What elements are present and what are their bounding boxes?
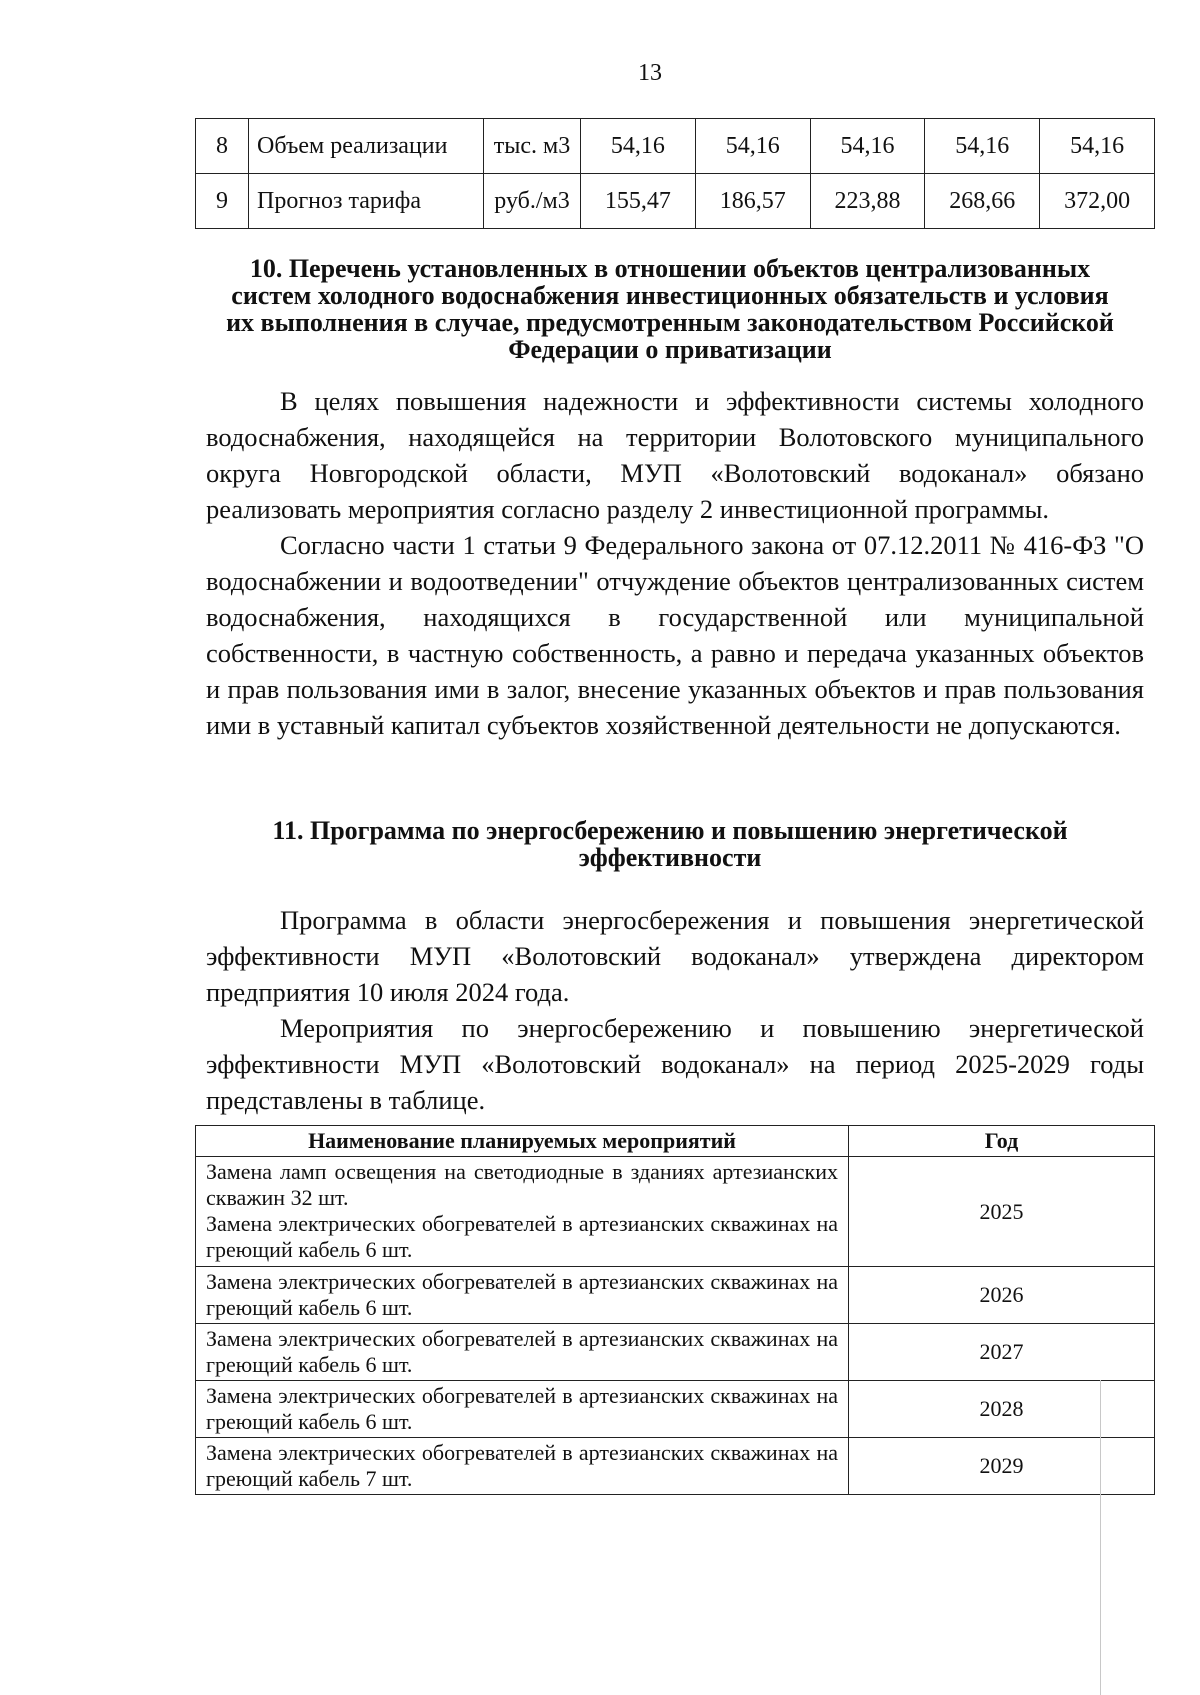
event-year: 2027 [849, 1324, 1155, 1381]
scan-artifact-line [1100, 1380, 1101, 1695]
table-row [196, 1267, 1155, 1324]
row-value: 186,57 [695, 174, 810, 229]
row-unit: руб./м3 [484, 174, 581, 229]
event-description: Замена ламп освещения на светодиодные в зданиях артезианских скважин 32 шт. Замена электрических обогревателей в артезианских скважинах на греющий кабель 6 шт. [196, 1157, 849, 1267]
event-description: Замена электрических обогревателей в артезианских скважинах на греющий кабель 6 шт. [196, 1267, 849, 1324]
section-11-title: 11. Программа по энергосбережению и повышению энергетической эффективности [272, 816, 1068, 872]
row-number: 9 [196, 174, 249, 229]
table-row [196, 174, 1155, 229]
section-11-paragraph-2: Мероприятия по энергосбережению и повышению энергетической эффективности МУП «Волотовский водоканал» на период 2025-2029 годы представлены в таблице. [206, 1013, 1144, 1115]
row-value: 155,47 [581, 174, 696, 229]
table-header-row [196, 1126, 1155, 1157]
section-10-paragraph-1: В целях повышения надежности и эффективности системы холодного водоснабжения, находящейся на территории Волотовского муниципального округа Новгородской области, МУП «Волотовский водоканал» обязано реализовать мероприятия согласно разделу 2 инвестиционной программы. [206, 386, 1144, 524]
row-name: Объем реализации [249, 119, 484, 174]
row-value: 223,88 [810, 174, 925, 229]
row-value: 54,16 [1040, 119, 1155, 174]
table-row [196, 119, 1155, 174]
event-description: Замена электрических обогревателей в артезианских скважинах на греющий кабель 6 шт. [196, 1381, 849, 1438]
row-value: 268,66 [925, 174, 1040, 229]
column-header-name: Наименование планируемых мероприятий [196, 1126, 849, 1157]
section-10-paragraph-2: Согласно части 1 статьи 9 Федерального закона от 07.12.2011 № 416-ФЗ "О водоснабжении и водоотведении" отчуждение объектов централизованных систем водоснабжения, находящихся в государственной или муниципальной собственности, в частную собственность, а равно и передача указанных объектов и прав пользования ими в залог, внесение указанных объектов и прав пользования ими в уставный капитал субъектов хозяйственной деятельности не допускаются. [206, 530, 1144, 740]
row-name: Прогноз тарифа [249, 174, 484, 229]
section-11-paragraph-1: Программа в области энергосбережения и повышения энергетической эффективности МУП «Волотовский водоканал» утверждена директором предприятия 10 июля 2024 года. [206, 905, 1144, 1007]
row-value: 54,16 [810, 119, 925, 174]
column-header-year: Год [849, 1126, 1155, 1157]
section-10-title: 10. Перечень установленных в отношении объектов централизованных систем холодного водоснабжения инвестиционных обязательств и условия их выполнения в случае, предусмотренным законодательством Российской Федерации о приватизации [226, 254, 1114, 364]
row-value: 54,16 [581, 119, 696, 174]
table-row [196, 1438, 1155, 1495]
table-row [196, 1324, 1155, 1381]
row-value: 54,16 [695, 119, 810, 174]
row-value: 54,16 [925, 119, 1040, 174]
event-description: Замена электрических обогревателей в артезианских скважинах на греющий кабель 7 шт. [196, 1438, 849, 1495]
event-year: 2026 [849, 1267, 1155, 1324]
page-number: 13 [638, 60, 662, 86]
row-number: 8 [196, 119, 249, 174]
energy-saving-events-table [195, 1125, 1155, 1495]
tariff-forecast-table [195, 118, 1155, 229]
row-unit: тыс. м3 [484, 119, 581, 174]
event-year: 2029 [849, 1438, 1155, 1495]
event-year: 2028 [849, 1381, 1155, 1438]
table-row [196, 1157, 1155, 1267]
event-description: Замена электрических обогревателей в артезианских скважинах на греющий кабель 6 шт. [196, 1324, 849, 1381]
row-value: 372,00 [1040, 174, 1155, 229]
table-row [196, 1381, 1155, 1438]
event-year: 2025 [849, 1157, 1155, 1267]
